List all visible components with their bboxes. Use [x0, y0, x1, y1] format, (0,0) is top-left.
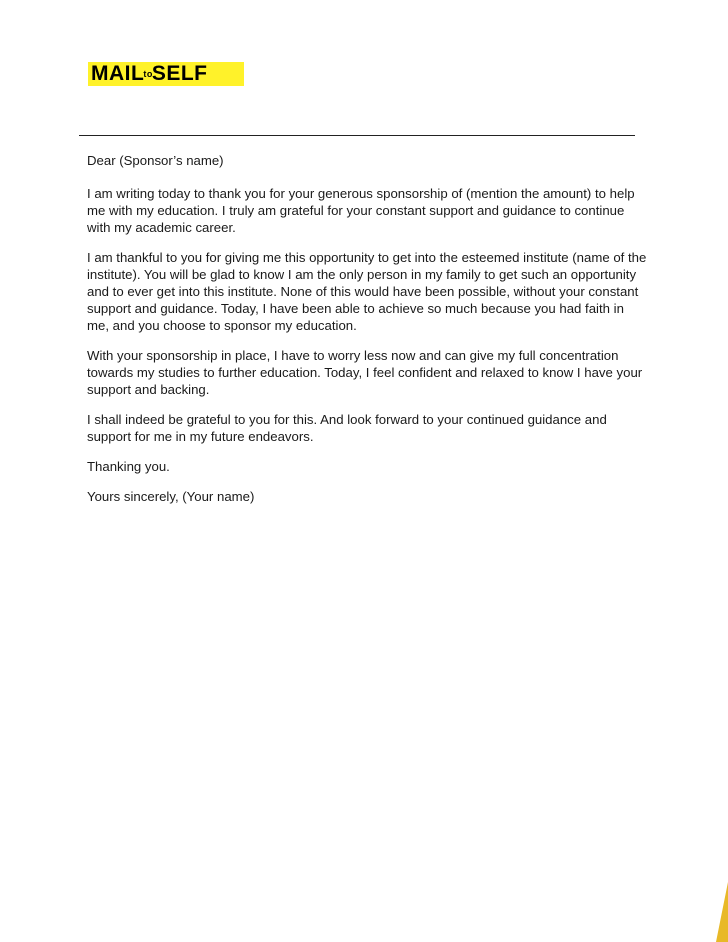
letter-salutation: Dear (Sponsor’s name) [87, 153, 224, 168]
letter-paragraph-3: With your sponsorship in place, I have to worry less now and can give my full concentration towards my studies to further education. Today, I feel confident and relaxed to know I have your support and backing. [87, 348, 643, 397]
letter-signoff: Yours sincerely, (Your name) [87, 489, 255, 504]
header-divider [79, 135, 635, 136]
logo-text-right: SELF [151, 61, 208, 85]
letter-paragraph-2: I am thankful to you for giving me this opportunity to get into the esteemed institute (name of the institute). You will be glad to know I am the only person in my family to get such an opportunity and to ever get into this institute. None of this would have been possible, without your constant support and guidance. Today, I have been able to achieve so much because you had faith in me, and you choose to sponsor my education. [87, 250, 647, 333]
brand-logo [88, 62, 244, 86]
brand-logo-text [91, 62, 208, 86]
corner-decoration [714, 882, 728, 942]
letter-closing-thanks: Thanking you. [87, 459, 170, 474]
logo-text-left: MAIL [91, 61, 145, 85]
letter-body [87, 152, 647, 518]
letter-paragraph-4: I shall indeed be grateful to you for this. And look forward to your continued guidance and support for me in my future endeavors. [87, 412, 607, 444]
logo-mark: to [143, 69, 153, 80]
corner-decoration-shape [716, 882, 728, 942]
letter-paragraph-1: I am writing today to thank you for your generous sponsorship of (mention the amount) to help me with my education. I truly am grateful for your constant support and guidance to continue with my academic career. [87, 186, 635, 235]
